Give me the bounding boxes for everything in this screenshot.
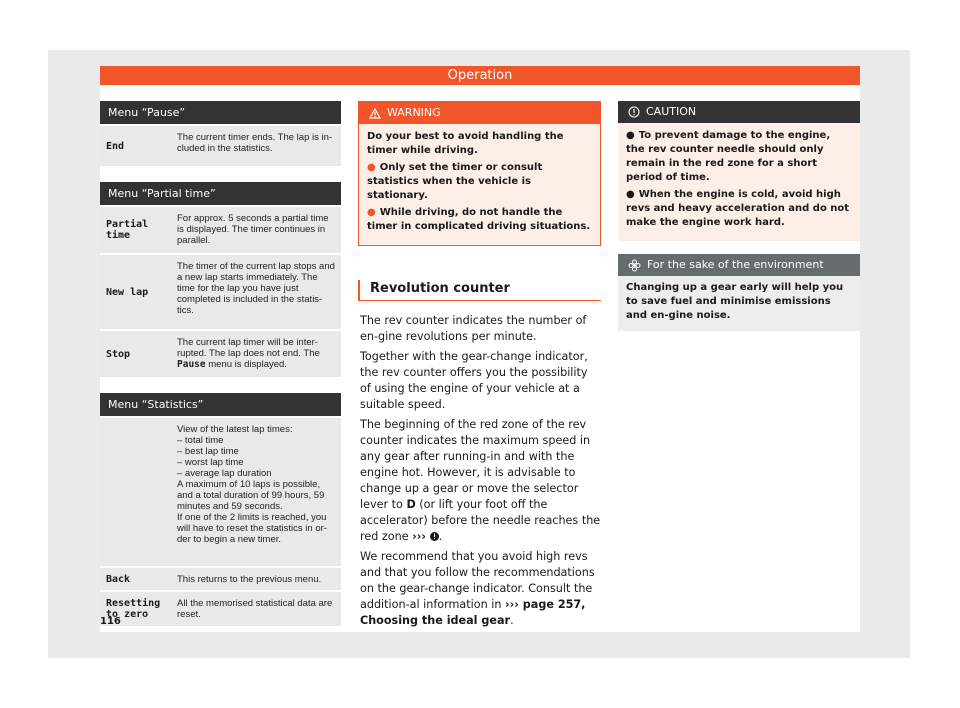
section-header: Operation xyxy=(100,66,860,85)
environment-header xyxy=(618,254,860,276)
selector-position: D xyxy=(406,498,416,511)
warning-intro: Do your best to avoid handling the timer while driving. xyxy=(367,131,564,156)
table-statistics xyxy=(100,393,341,626)
warning-bullet xyxy=(367,206,592,234)
section-title: Revolution counter xyxy=(358,280,601,300)
bullet-icon: ● xyxy=(367,207,376,218)
bullet-text: Only set the timer or consult statistics when the vehicle is stationary. xyxy=(367,162,543,201)
table-title: Menu “Statistics” xyxy=(100,393,341,416)
caution-box xyxy=(618,101,860,241)
table-title: Menu “Partial time” xyxy=(100,182,341,205)
row-key: Resetting to zero xyxy=(106,598,161,620)
warning-title: WARNING xyxy=(387,106,441,119)
row-value: This returns to the previous menu. xyxy=(177,574,322,585)
value-text: The current lap timer will be inter-rupted. The lap does not end. The xyxy=(177,337,320,359)
text: The beginning of the red zone of the rev counter indicates the maximum speed in any gear after running-in and with the engine hot. However, it is advisable to change up a gear or move the selector lever to xyxy=(360,418,591,511)
menu-name: Pause xyxy=(177,359,206,370)
value-line: – average lap duration xyxy=(177,468,272,479)
caution-title: CAUTION xyxy=(646,105,697,118)
table-row xyxy=(100,205,341,253)
flower-leaf-icon xyxy=(628,259,641,272)
text: . xyxy=(438,530,443,543)
caution-body xyxy=(618,123,860,241)
row-key: Partial time xyxy=(106,219,149,241)
caution-ref-icon[interactable] xyxy=(430,530,439,543)
bullet-text: While driving, do not handle the timer in complicated driving situations. xyxy=(367,207,591,232)
environment-box xyxy=(618,254,860,331)
row-value: The current timer ends. The lap is in-cluded in the statistics. xyxy=(177,132,333,154)
page-number: 116 xyxy=(100,616,121,627)
value-line: View of the latest lap times: xyxy=(177,424,293,435)
paragraph xyxy=(360,549,601,629)
row-key: Back xyxy=(106,573,131,585)
caution-bullet xyxy=(626,129,852,185)
caution-circle-icon xyxy=(628,106,640,118)
paragraph: Together with the gear-change indicator, the rev counter offers you the possibility of using the engine of your vehicle at a suitable speed. xyxy=(360,350,588,411)
value-line: – total time xyxy=(177,435,224,446)
row-value xyxy=(175,331,341,377)
table-row xyxy=(100,253,341,329)
row-key: End xyxy=(106,140,125,152)
value-line: – best lap time xyxy=(177,446,239,457)
bullet-icon: ● xyxy=(626,130,635,141)
table-row xyxy=(100,124,341,166)
section-body xyxy=(358,313,601,629)
warning-box xyxy=(358,101,601,246)
row-value: The timer of the current lap stops and a new lap starts immediately. The time for the lap you have just completed is included in the statis-tics. xyxy=(177,261,335,316)
reference-arrow[interactable]: ››› xyxy=(412,530,426,543)
paragraph: The rev counter indicates the number of en-gine revolutions per minute. xyxy=(360,314,587,343)
warning-bullet xyxy=(367,161,592,203)
value-line: A maximum of 10 laps is possible, and a total duration of 99 hours, 59 minutes and 59 seconds. xyxy=(177,479,325,512)
bullet-text: To prevent damage to the engine, the rev counter needle should only remain in the red zone for a short period of time. xyxy=(626,130,831,183)
caution-bullet xyxy=(626,188,852,230)
right-column xyxy=(618,101,860,331)
environment-text: Changing up a gear early will help you to save fuel and minimise emissions and en-gine noise. xyxy=(626,282,844,321)
table-partial-time xyxy=(100,182,341,377)
text: . xyxy=(510,614,514,627)
row-value: All the memorised statistical data are reset. xyxy=(177,598,333,620)
row-key: New lap xyxy=(106,286,149,298)
section-title-block xyxy=(358,280,601,301)
table-row xyxy=(100,416,341,566)
table-row xyxy=(100,566,341,590)
table-title: Menu “Pause” xyxy=(100,101,341,124)
table-row xyxy=(100,329,341,377)
table-row xyxy=(100,590,341,626)
value-text: menu is displayed. xyxy=(205,359,287,370)
bullet-text: When the engine is cold, avoid high revs and heavy acceleration and do not make the engine work hard. xyxy=(626,189,850,228)
middle-column xyxy=(358,101,601,633)
bullet-icon: ● xyxy=(367,162,376,173)
row-value: For approx. 5 seconds a partial time is displayed. The timer continues in parallel. xyxy=(177,213,329,246)
warning-header xyxy=(359,102,600,124)
row-key xyxy=(100,418,175,566)
warning-triangle-icon xyxy=(369,108,381,119)
paragraph xyxy=(360,417,601,545)
menu-tables-column xyxy=(100,101,341,642)
table-pause xyxy=(100,101,341,166)
bullet-icon: ● xyxy=(626,189,635,200)
page-reference-link[interactable]: ››› page 257, Choosing the ideal gear xyxy=(360,598,586,627)
caution-header xyxy=(618,101,860,123)
environment-title: For the sake of the environment xyxy=(647,258,824,271)
warning-body xyxy=(359,124,600,245)
row-key: Stop xyxy=(106,348,131,360)
value-line: – worst lap time xyxy=(177,457,244,468)
text: (or lift your foot off the accelerator) before the needle reaches the red zone xyxy=(360,498,601,543)
row-value xyxy=(175,418,341,566)
text: We recommend that you avoid high revs and that you follow the recommendations on the gear-change indicator. Consult the addition-al information in xyxy=(360,550,595,611)
value-line: If one of the 2 limits is reached, you will have to reset the statistics in or-der to begin a new timer. xyxy=(177,512,327,545)
